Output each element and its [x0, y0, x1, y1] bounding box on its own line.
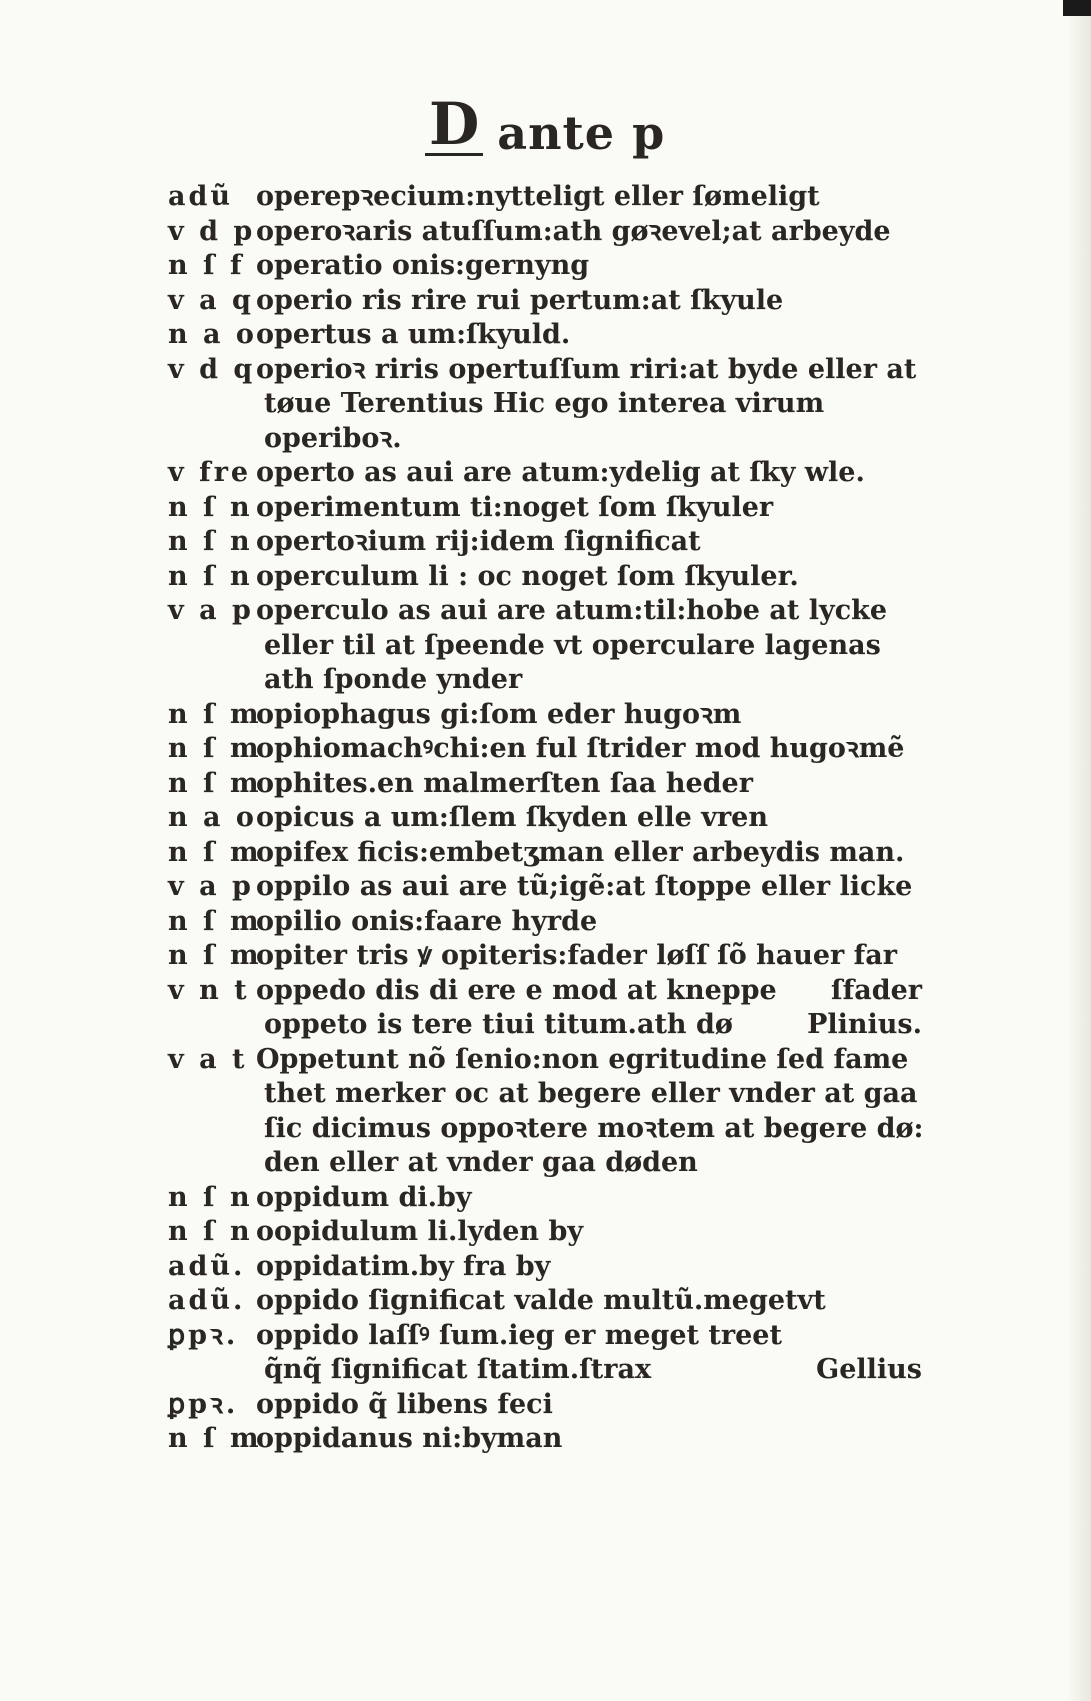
- dictionary-entries: [168, 180, 928, 1457]
- entry-line-text: thet merker oc at begere eller vnder at gaa: [264, 1078, 918, 1109]
- entry-line-text: operculo as aui are atum:til:hobe at lycke: [256, 595, 888, 626]
- entry-line-text: oppido ſignificat valde multũ.megetvt: [256, 1285, 826, 1316]
- entry-line: [256, 215, 928, 250]
- entry-line-text: oppido q̃ libens feci: [256, 1388, 553, 1420]
- entry-text: [256, 180, 928, 215]
- grammar-code: adũ.: [168, 1285, 246, 1316]
- entry-text: [256, 974, 928, 1043]
- dictionary-entry: [168, 215, 928, 250]
- entry-line-text: operiboꝛ.: [264, 422, 402, 454]
- grammar-code: n ſ n: [168, 526, 253, 557]
- entry-line-text: eller til at ſpeende vt operculare lagenas: [264, 629, 881, 661]
- entry-line: [256, 491, 928, 526]
- dictionary-entry: [168, 1215, 928, 1250]
- grammar-code: adũ.: [168, 1250, 246, 1282]
- entry-line: [256, 801, 928, 836]
- entry-text: [256, 767, 928, 802]
- dictionary-entry: [168, 1388, 928, 1423]
- dictionary-entry: [168, 1422, 928, 1457]
- entry-line-text: opertus a um:ſkyuld.: [256, 319, 571, 350]
- entry-line: [256, 560, 928, 595]
- entry-line-text: operio ris rire rui pertum:at ſkyule: [256, 284, 784, 316]
- entry-text: [256, 1181, 928, 1216]
- entry-text: [256, 698, 928, 733]
- entry-text: [256, 456, 928, 491]
- entry-line: [256, 767, 928, 802]
- margin-note: Gellius: [816, 1354, 922, 1385]
- entry-line-text: Oppetunt nõ ſenio:non egritudine ſed fame: [256, 1043, 909, 1075]
- entry-line-text: operepꝛecium:nytteligt eller ſømeligt: [256, 181, 820, 212]
- running-header: [425, 86, 666, 160]
- entry-text: [256, 491, 928, 526]
- entry-line: [256, 629, 928, 664]
- entry-line: [256, 698, 928, 733]
- dictionary-entry: [168, 1043, 928, 1181]
- grammar-code: ꝑpꝛ.: [168, 1319, 239, 1351]
- entry-line-text: operculum li : oc noget ſom ſkyuler.: [256, 560, 799, 592]
- entry-line: [256, 387, 928, 422]
- scan-edge-mark: [1063, 0, 1091, 16]
- entry-line: [256, 1319, 928, 1354]
- entry-line: [256, 836, 928, 871]
- grammar-code: n ſ n: [168, 1216, 253, 1247]
- margin-note: Plinius.: [807, 1009, 922, 1040]
- grammar-code: v n t: [168, 974, 250, 1006]
- entry-line-text: opertoꝛium rij:idem ſignificat: [256, 526, 701, 557]
- grammar-code: n ſ m: [168, 698, 262, 730]
- entry-line: [256, 249, 928, 284]
- entry-text: [256, 1388, 928, 1423]
- grammar-code: n a o: [168, 319, 257, 350]
- dictionary-entry: [168, 974, 928, 1043]
- entry-line-text: operioꝛ riris opertuſſum riri:at byde eller at: [256, 353, 917, 385]
- entry-text: [256, 284, 928, 319]
- entry-line-text: ophiomachꝰchi:en ful ſtrider mod hugoꝛmẽ: [256, 733, 905, 764]
- entry-line: [256, 1146, 928, 1181]
- page-edge-shadow: [1067, 0, 1091, 1701]
- dictionary-entry: [168, 801, 928, 836]
- entry-text: [256, 870, 928, 905]
- grammar-code: v a p: [168, 595, 254, 626]
- grammar-code: n ſ m: [168, 733, 262, 764]
- entry-line-text: ophites.en malmerſten ſaa heder: [256, 767, 753, 799]
- dictionary-entry: [168, 836, 928, 871]
- entry-line: [256, 1043, 928, 1078]
- entry-text: [256, 801, 928, 836]
- grammar-code: ꝑpꝛ.: [168, 1388, 239, 1420]
- entry-line-text: ath ſponde ynder: [264, 664, 523, 695]
- entry-line-text: opicus a um:ſlem ſkyden elle vren: [256, 802, 768, 833]
- grammar-code: n ſ n: [168, 491, 253, 523]
- entry-text: [256, 1319, 928, 1388]
- dictionary-entry: [168, 249, 928, 284]
- dictionary-entry: [168, 939, 928, 974]
- dictionary-entry: [168, 1250, 928, 1285]
- entry-line: [256, 1077, 928, 1112]
- grammar-code: n ſ f: [168, 250, 245, 281]
- entry-line: [256, 353, 928, 388]
- entry-line-text: opilio onis:faare hyrde: [256, 905, 598, 937]
- entry-line-text: oppeto is tere tiui titum.ath dø: [264, 1009, 733, 1040]
- dictionary-entry: [168, 732, 928, 767]
- entry-line-text: operimentum ti:noget ſom ſkyuler: [256, 491, 774, 523]
- dictionary-entry: [168, 1181, 928, 1216]
- entry-line: [256, 1215, 928, 1250]
- entry-text: [256, 1215, 928, 1250]
- entry-text: [256, 836, 928, 871]
- entry-text: [256, 905, 928, 940]
- entry-text: [256, 1284, 928, 1319]
- grammar-code: n ſ m: [168, 1423, 262, 1454]
- entry-line: [256, 1353, 928, 1388]
- entry-text: [256, 215, 928, 250]
- dictionary-entry: [168, 525, 928, 560]
- header-title: ante p: [497, 106, 666, 160]
- entry-line: [256, 870, 928, 905]
- entry-line: [256, 1422, 928, 1457]
- dictionary-entry: [168, 594, 928, 698]
- grammar-code: n a o: [168, 802, 257, 833]
- entry-line-text: q̃nq̃ ſignificat ſtatim.ſtrax: [264, 1354, 652, 1385]
- entry-text: [256, 353, 928, 457]
- entry-text: [256, 594, 928, 698]
- header-initial: D: [425, 95, 483, 156]
- entry-line-text: oppedo dis di ere e mod at kneppe: [256, 974, 777, 1006]
- entry-text: [256, 249, 928, 284]
- entry-line: [256, 905, 928, 940]
- dictionary-entry: [168, 560, 928, 595]
- entry-line-text: oppilo as aui are tũ;igẽ:at ſtoppe eller licke: [256, 871, 913, 902]
- entry-line-text: den eller at vnder gaa døden: [264, 1147, 698, 1178]
- entry-line-text: ſic dicimus oppoꝛtere moꝛtem at begere dø:: [264, 1112, 924, 1144]
- dictionary-entry: [168, 767, 928, 802]
- entry-text: [256, 1043, 928, 1181]
- grammar-code: v a p: [168, 871, 254, 902]
- grammar-code: n ſ n: [168, 560, 253, 592]
- dictionary-entry: [168, 318, 928, 353]
- grammar-code: v d p: [168, 215, 256, 247]
- entry-line: [256, 594, 928, 629]
- entry-line-text: opifex ficis:embetʒman eller arbeydis man.: [256, 836, 905, 868]
- entry-text: [256, 525, 928, 560]
- grammar-code: n ſ m: [168, 905, 262, 937]
- grammar-code: adũ: [168, 181, 234, 212]
- entry-line-text: opiter tris ꝟ opiteris:fader løſſ ſõ hauer far: [256, 940, 898, 971]
- entry-line: [256, 456, 928, 491]
- dictionary-entry: [168, 353, 928, 457]
- entry-text: [256, 939, 928, 974]
- dictionary-entry: [168, 491, 928, 526]
- entry-line: [256, 318, 928, 353]
- grammar-code: v d q: [168, 353, 256, 385]
- entry-line-text: opiophagus gi:ſom eder hugoꝛm: [256, 698, 742, 730]
- entry-line-text: oppidatim.by fra by: [256, 1250, 551, 1282]
- entry-line: [256, 939, 928, 974]
- entry-line-text: oopidulum li.lyden by: [256, 1216, 584, 1247]
- grammar-code: n ſ m: [168, 767, 262, 799]
- entry-line: [256, 1388, 928, 1423]
- entry-line: [256, 180, 928, 215]
- entry-line: [256, 284, 928, 319]
- grammar-code: n ſ m: [168, 940, 262, 971]
- entry-line: [256, 732, 928, 767]
- margin-note: ſfader: [830, 974, 922, 1006]
- dictionary-entry: [168, 1284, 928, 1319]
- dictionary-entry: [168, 456, 928, 491]
- dictionary-entry: [168, 698, 928, 733]
- dictionary-entry: [168, 284, 928, 319]
- entry-line: [256, 1008, 928, 1043]
- entry-text: [256, 1422, 928, 1457]
- entry-line: [256, 1284, 928, 1319]
- dictionary-entry: [168, 180, 928, 215]
- entry-text: [256, 1250, 928, 1285]
- entry-line: [256, 1250, 928, 1285]
- entry-line-text: tøue Terentius Hic ego interea virum: [264, 388, 825, 419]
- entry-line: [256, 422, 928, 457]
- entry-line: [256, 663, 928, 698]
- entry-line: [256, 1181, 928, 1216]
- grammar-code: n ſ n: [168, 1181, 253, 1213]
- grammar-code: n ſ m: [168, 836, 262, 868]
- entry-line: [256, 525, 928, 560]
- dictionary-entry: [168, 870, 928, 905]
- entry-line-text: oppidanus ni:byman: [256, 1423, 563, 1454]
- dictionary-entry: [168, 1319, 928, 1388]
- grammar-code: v fre: [168, 457, 252, 488]
- entry-text: [256, 732, 928, 767]
- entry-line-text: operatio onis:gernyng: [256, 250, 590, 281]
- grammar-code: v a t: [168, 1043, 248, 1075]
- entry-line-text: operto as aui are atum:ydelig at ſky wle.: [256, 457, 865, 488]
- entry-line-text: oppidum di.by: [256, 1181, 472, 1213]
- dictionary-entry: [168, 905, 928, 940]
- entry-line-text: oppido laſſꝰ ſum.ieg er meget treet: [256, 1319, 782, 1351]
- entry-line: [256, 974, 928, 1009]
- entry-line-text: operoꝛaris atuſſum:ath gøꝛevel;at arbeyde: [256, 215, 891, 247]
- entry-line: [256, 1112, 928, 1147]
- grammar-code: v a q: [168, 284, 254, 316]
- entry-text: [256, 560, 928, 595]
- entry-text: [256, 318, 928, 353]
